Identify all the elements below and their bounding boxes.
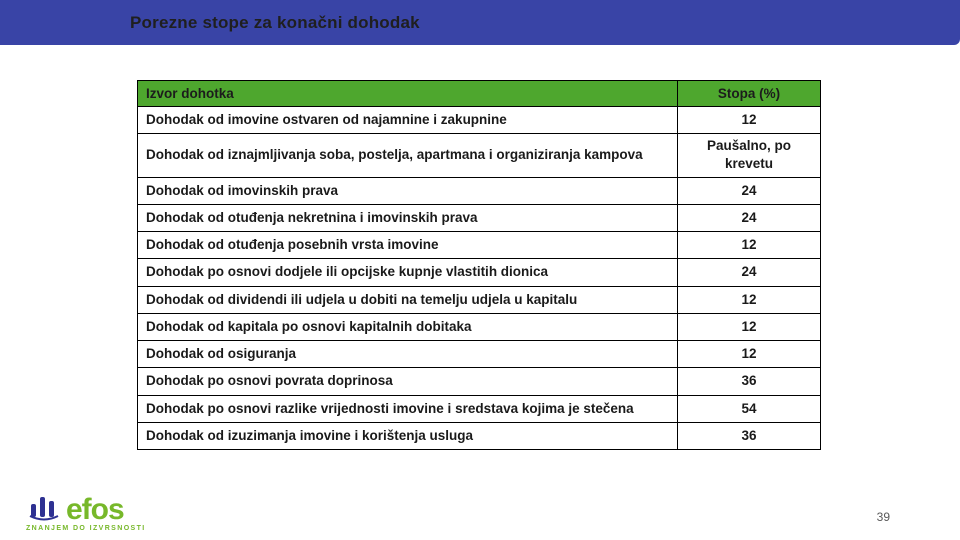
tax-rate-cell: 12 xyxy=(678,107,821,134)
tax-rate-cell: 24 xyxy=(678,177,821,204)
table-row xyxy=(138,177,821,204)
income-source-cell: Dohodak od iznajmljivanja soba, postelja, apartmana i organiziranja kampova xyxy=(138,134,678,177)
table-row xyxy=(138,313,821,340)
table-row xyxy=(138,395,821,422)
table-row xyxy=(138,204,821,231)
column-header-source: Izvor dohotka xyxy=(138,81,678,107)
income-source-cell: Dohodak po osnovi povrata doprinosa xyxy=(138,368,678,395)
tax-rate-cell: 54 xyxy=(678,395,821,422)
tax-rate-cell: 12 xyxy=(678,313,821,340)
column-header-rate: Stopa (%) xyxy=(678,81,821,107)
page-number: 39 xyxy=(876,510,890,524)
table-row xyxy=(138,134,821,177)
table-row xyxy=(138,341,821,368)
efos-logo-tagline: ZNANJEM DO IZVRSNOSTI xyxy=(26,525,146,532)
income-source-cell: Dohodak od otuđenja posebnih vrsta imovine xyxy=(138,232,678,259)
table-body xyxy=(138,107,821,450)
table-row xyxy=(138,422,821,449)
tax-rate-cell: 12 xyxy=(678,341,821,368)
tax-rate-cell: 36 xyxy=(678,368,821,395)
income-source-cell: Dohodak po osnovi dodjele ili opcijske kupnje vlastitih dionica xyxy=(138,259,678,286)
efos-logo-icon xyxy=(26,492,62,522)
table-row xyxy=(138,232,821,259)
income-source-cell: Dohodak od dividendi ili udjela u dobiti na temelju udjela u kapitalu xyxy=(138,286,678,313)
income-source-cell: Dohodak od osiguranja xyxy=(138,341,678,368)
income-source-cell: Dohodak od kapitala po osnovi kapitalnih dobitaka xyxy=(138,313,678,340)
table-row xyxy=(138,259,821,286)
title-bar xyxy=(0,0,960,45)
efos-logo-text: efos xyxy=(66,492,124,526)
page-title: Porezne stope za konačni dohodak xyxy=(130,12,420,32)
table-row xyxy=(138,107,821,134)
income-source-cell: Dohodak po osnovi razlike vrijednosti imovine i sredstava kojima je stečena xyxy=(138,395,678,422)
table-row xyxy=(138,368,821,395)
income-source-cell: Dohodak od imovine ostvaren od najamnine i zakupnine xyxy=(138,107,678,134)
income-source-cell: Dohodak od otuđenja nekretnina i imovinskih prava xyxy=(138,204,678,231)
income-source-cell: Dohodak od izuzimanja imovine i korištenja usluga xyxy=(138,422,678,449)
tax-rate-cell: 24 xyxy=(678,259,821,286)
table-header xyxy=(138,81,821,107)
tax-rate-cell: 12 xyxy=(678,232,821,259)
tax-rate-cell: 12 xyxy=(678,286,821,313)
tax-rate-cell: Paušalno, po krevetu xyxy=(678,134,821,177)
income-source-cell: Dohodak od imovinskih prava xyxy=(138,177,678,204)
tax-rate-cell: 24 xyxy=(678,204,821,231)
table-row xyxy=(138,286,821,313)
efos-logo xyxy=(26,492,156,532)
tax-rates-table xyxy=(137,80,821,450)
header-row xyxy=(138,81,821,107)
tax-rate-cell: 36 xyxy=(678,422,821,449)
tax-rates-table-container xyxy=(137,80,821,450)
